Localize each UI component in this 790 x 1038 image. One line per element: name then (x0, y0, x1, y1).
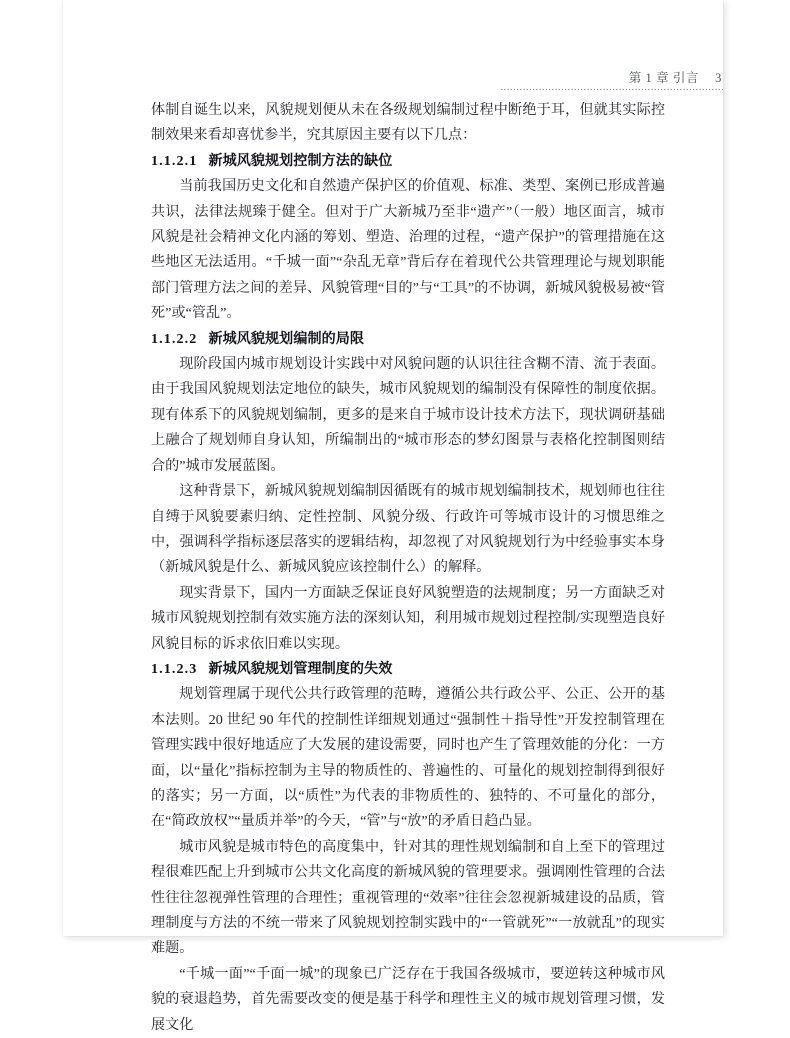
paragraph: 规划管理属于现代公共行政管理的范畴，遵循公共行政公平、公正、公开的基本法则。20 世纪 90 年代的控制性详细规划通过“强制性＋指导性”开发控制管理在管理实践中很好地适应了大发展的建设需要，同时也产生了管理效能的分化：一方面，以“量化”指标控制为主导的物质性的、普遍性的、可量化的规划控制得到很好的落实；另一方面，以“质性”为代表的非物质性的、独特的、不可量化的部分，在“简政放权”“量质并举”的今天，“管”与“放”的矛盾日趋凸显。 (151, 686, 665, 830)
opening-paragraph: 体制自诞生以来，风貌规划便从未在各级规划编制过程中断绝于耳，但就其实际控制效果来看却喜忧参半，究其原因主要有以下几点： (151, 102, 665, 144)
paragraph: 这种背景下，新城风貌规划编制因循既有的城市规划编制技术，规划师也往往自缚于风貌要素归纳、定性控制、风貌分级、行政许可等城市设计的习惯思维之中，强调科学指标逐层落实的逻辑结构，却忽视了对风貌规划行为中经验事实本身（新城风貌是什么、新城风貌应该控制什么）的解释。 (151, 483, 665, 576)
section-title: 新城风貌规划管理制度的失效 (208, 660, 393, 677)
page-number: 3 (715, 71, 722, 85)
paragraph: 现阶段国内城市规划设计实践中对风貌问题的认识往往含糊不清、流于表面。由于我国风貌规划法定地位的缺失，城市风貌规划的编制没有保障性的制度依据。现有体系下的风貌规划编制，更多的是来自于城市设计技术方法下，现状调研基础上融合了规划师自身认知，所编制出的“城市形态的梦幻图景与表格化控制图则结合的”城市发展蓝图。 (151, 356, 665, 474)
section-heading-1-1-2-1 (151, 149, 665, 174)
section-number: 1.1.2.1 (151, 152, 198, 169)
paragraph: “千城一面”“千面一城”的现象已广泛存在于我国各级城市，要逆转这种城市风貌的衰退趋势，首先需要改变的便是基于科学和理性主义的城市规划管理习惯，发展文化 (151, 965, 665, 1033)
paragraph: 当前我国历史文化和自然遗产保护区的价值观、标准、类型、案例已形成普遍共识，法律法规臻于健全。但对于广大新城乃至非“遗产”（一般）地区面言，城市风貌是社会精神文化内涵的筹划、塑造、治理的过程，“遗产保护”的管理措施在这些地区无法适用。“千城一面”“杂乱无章”背后存在着现代公共管理理论与规划职能部门管理方法之间的差异、风貌管理“目的”与“工具”的不协调，新城风貌极易被“管死”或“管乱”。 (151, 178, 665, 322)
section-number: 1.1.2.2 (151, 330, 198, 347)
body-text-column (151, 98, 665, 1038)
running-head (63, 68, 723, 94)
section-number: 1.1.2.3 (151, 660, 198, 677)
running-head-rule (501, 89, 723, 90)
section-heading-1-1-2-2 (151, 327, 665, 352)
running-head-chapter: 第 1 章 引言 (628, 71, 700, 85)
section-title: 新城风貌规划控制方法的缺位 (208, 152, 393, 169)
paragraph: 现实背景下，国内一方面缺乏保证良好风貌塑造的法规制度；另一方面缺乏对城市风貌规划控制有效实施方法的深刻认知，利用城市规划过程控制/实现塑造良好风貌目标的诉求依旧难以实现。 (151, 584, 665, 652)
document-page (63, 0, 723, 1033)
section-heading-1-1-2-3 (151, 657, 665, 682)
section-title: 新城风貌规划编制的局限 (208, 330, 365, 347)
running-head-content (629, 68, 722, 86)
paragraph: 城市风貌是城市特色的高度集中，针对其的理性规划编制和自上至下的管理过程很难匹配上升到城市公共文化高度的新城风貌的管理要求。强调刚性管理的合法性往往忽视弹性管理的合理性；重视管理的“效率”往往会忽视新城建设的品质，管理制度与方法的不统一带来了风貌规划控制实践中的“一管就死”“一放就乱”的现实难题。 (151, 838, 665, 957)
